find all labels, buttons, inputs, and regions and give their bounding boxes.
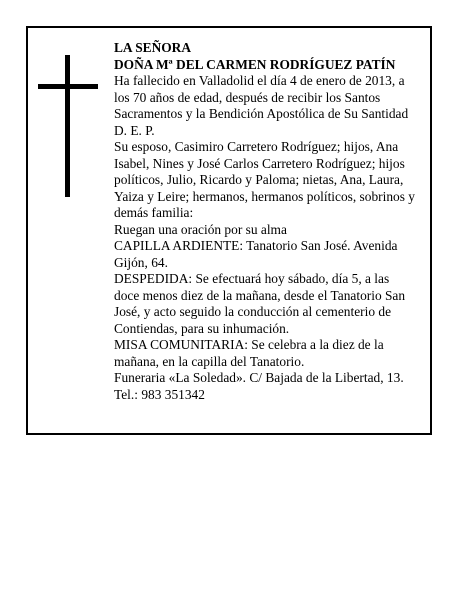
cross-horizontal-bar (38, 84, 98, 89)
funeral-chapel-info: CAPILLA ARDIENTE: Tanatorio San José. Avenida Gijón, 64. (114, 238, 398, 270)
family-list: Su esposo, Casimiro Carretero Rodríguez; hijos, Ana Isabel, Nines y José Carlos Carretero Rodríguez; hijos políticos, Julio, Ricardo y Paloma; nietas, Ana, Laura, Yaiza y Leire; hermanos, hermanos políticos, sobrinos y demás familia: (114, 139, 415, 220)
obituary-title: LA SEÑORA (114, 40, 192, 55)
deceased-name: DOÑA Mª DEL CARMEN RODRÍGUEZ PATÍN (114, 56, 396, 72)
cross-vertical-bar (65, 55, 70, 197)
farewell-info: DESPEDIDA: Se efectuará hoy sábado, día 5, a las doce menos diez de la mañana, desde el Tanatorio San José, y acto seguido la conducción al cementerio de Contiendas, para su inhumación. (114, 271, 406, 336)
cross-icon (38, 55, 98, 197)
obituary-text (114, 40, 416, 403)
death-announcement: Ha fallecido en Valladolid el día 4 de enero de 2013, a los 70 años de edad, después de recibir los Santos Sacramentos y la Bendición Apostólica de Su Santidad D. E. P. (114, 73, 409, 138)
mass-info: MISA COMUNITARIA: Se celebra a la diez de la mañana, en la capilla del Tanatorio. (114, 337, 384, 369)
prayer-request: Ruegan una oración por su alma (114, 221, 287, 237)
funeral-home-info: Funeraria «La Soledad». C/ Bajada de la Libertad, 13. Tel.: 983 351342 (114, 370, 404, 402)
